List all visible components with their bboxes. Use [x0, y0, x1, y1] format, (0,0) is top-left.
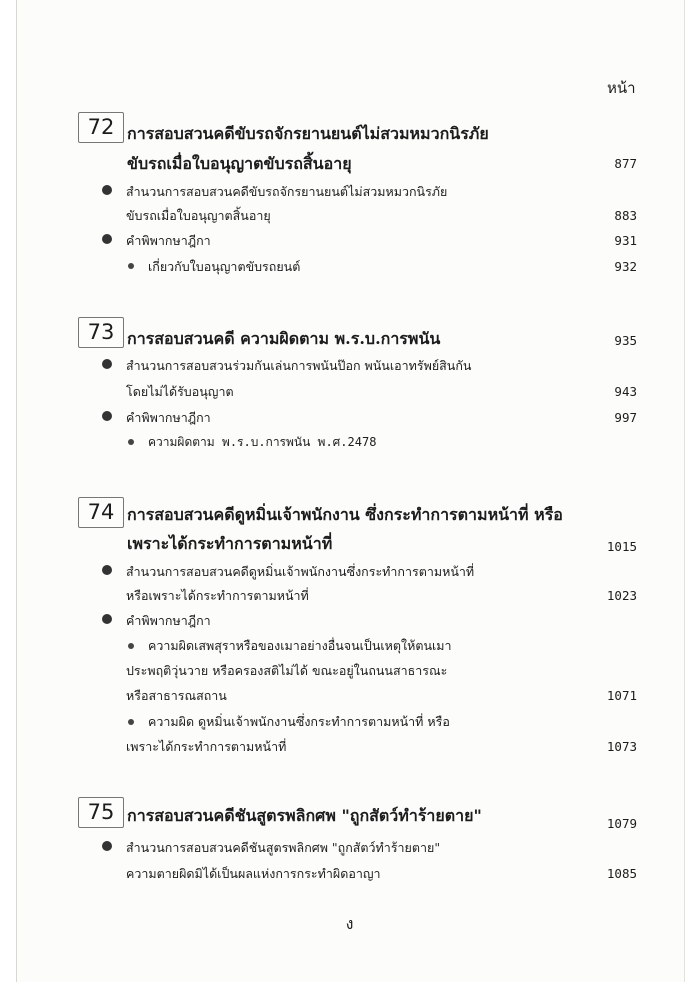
toc-entry-line: คำพิพากษาฎีกา [126, 613, 211, 628]
toc-entry-line: คำพิพากษาฎีกา [126, 233, 211, 248]
chapter-page-number: 1079 [606, 816, 637, 831]
bullet-icon [102, 359, 112, 369]
chapter-title-line: การสอบสวนคดีชันสูตรพลิกศพ "ถูกสัตว์ทำร้ายตาย" [127, 806, 482, 825]
toc-entry-page: 1073 [606, 739, 637, 754]
toc-entry-page: 1023 [606, 588, 637, 603]
bullet-icon [128, 263, 134, 269]
toc-subentry-line: ความผิดเสพสุราหรือของเมาอย่างอื่นจนเป็นเหตุให้ตนเมา [148, 638, 452, 653]
chapter-title-line: การสอบสวนคดีดูหมิ่นเจ้าพนักงาน ซึ่งกระทำการตามหน้าที่ หรือ [127, 505, 563, 524]
toc-entry-page: 997 [614, 410, 637, 425]
chapter-title-line: ขับรถเมื่อใบอนุญาตขับรถสิ้นอายุ [127, 154, 352, 173]
bullet-icon [102, 565, 112, 575]
chapter-page-number: 1015 [606, 539, 637, 554]
toc-entry-line: สำนวนการสอบสวนร่วมกันเล่นการพนันป๊อก พนันเอาทรัพย์สินกัน [126, 358, 472, 373]
page-column-label: หน้า [607, 79, 636, 97]
toc-subentry-line: ประพฤติวุ่นวาย หรือครองสติไม่ได้ ขณะอยู่ในถนนสาธารณะ [126, 663, 448, 678]
toc-entry-page: 931 [614, 233, 637, 248]
bullet-icon [102, 614, 112, 624]
chapter-page-number: 935 [614, 333, 637, 348]
chapter-number-box: 72 [78, 112, 124, 143]
toc-subentry-line: ความผิดตาม พ.ร.บ.การพนัน พ.ศ.2478 [148, 435, 377, 449]
chapter-number-box: 74 [78, 497, 124, 528]
toc-entry-line: ขับรถเมื่อใบอนุญาตสิ้นอายุ [126, 208, 271, 223]
toc-entry-page: 932 [614, 259, 637, 274]
toc-subentry-line: เกี่ยวกับใบอนุญาตขับรถยนต์ [148, 259, 301, 274]
bullet-icon [102, 234, 112, 244]
chapter-title-line: เพราะได้กระทำการตามหน้าที่ [127, 534, 333, 553]
toc-entry-page: 1085 [606, 866, 637, 881]
toc-entry-line: โดยไม่ได้รับอนุญาต [126, 384, 234, 399]
chapter-number-box: 75 [78, 797, 124, 828]
toc-subentry-line: หรือสาธารณสถาน [126, 688, 227, 703]
bullet-icon [128, 439, 134, 445]
toc-entry-page: 943 [614, 384, 637, 399]
bullet-icon [128, 643, 134, 649]
toc-entry-line: สำนวนการสอบสวนคดีชันสูตรพลิกศพ "ถูกสัตว์ทำร้ายตาย" [126, 840, 441, 855]
chapter-page-number: 877 [614, 156, 637, 171]
chapter-number-box: 73 [78, 317, 124, 348]
chapter-title-line: การสอบสวนคดี ความผิดตาม พ.ร.บ.การพนัน [127, 329, 441, 348]
bullet-icon [102, 411, 112, 421]
toc-subentry-line: ความผิด ดูหมิ่นเจ้าพนักงานซึ่งกระทำการตามหน้าที่ หรือ [148, 714, 450, 729]
toc-entry-line: สำนวนการสอบสวนคดีดูหมิ่นเจ้าพนักงานซึ่งกระทำการตามหน้าที่ [126, 564, 475, 579]
toc-entry-line: คำพิพากษาฎีกา [126, 410, 211, 425]
page-number: ง [345, 914, 354, 933]
bullet-icon [102, 185, 112, 195]
toc-entry-line: หรือเพราะได้กระทำการตามหน้าที่ [126, 588, 309, 603]
document-page [16, 0, 685, 982]
toc-subentry-line: เพราะได้กระทำการตามหน้าที่ [126, 739, 287, 754]
toc-entry-page: 883 [614, 208, 637, 223]
chapter-title-line: การสอบสวนคดีขับรถจักรยานยนต์ไม่สวมหมวกนิรภัย [127, 124, 489, 143]
toc-entry-line: สำนวนการสอบสวนคดีขับรถจักรยานยนต์ไม่สวมหมวกนิรภัย [126, 184, 448, 199]
bullet-icon [128, 719, 134, 725]
bullet-icon [102, 841, 112, 851]
toc-entry-line: ความตายผิดมิได้เป็นผลแห่งการกระทำผิดอาญา [126, 866, 381, 881]
toc-entry-page: 1071 [606, 688, 637, 703]
